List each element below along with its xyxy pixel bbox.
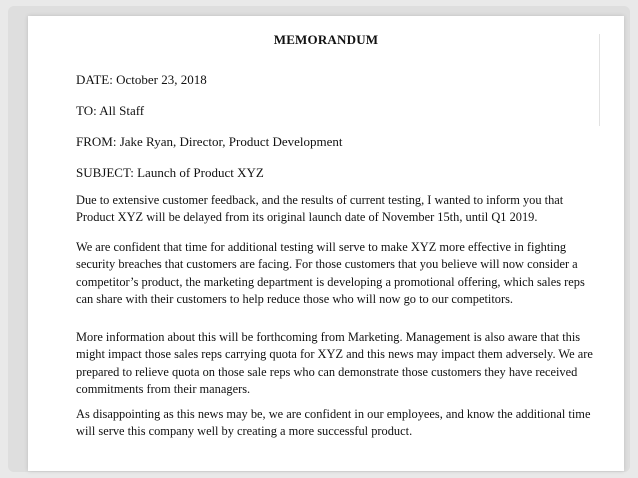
memo-paragraph-2: We are confident that time for additional testing will serve to make XYZ more effective in fighting security breaches that customers are facing. For those customers that you believe will now consider a competitor’s product, the marketing department is developing a promotional offering, which sales reps can share with their customers to help reduce those who will now go to our competitors. <box>76 240 585 306</box>
memo-paragraph-1: Due to extensive customer feedback, and the results of current testing, I wanted to inform you that Product XYZ will be delayed from its original launch date of November 15th, until Q1 2019. <box>76 193 564 225</box>
memo-title: MEMORANDUM <box>273 32 379 47</box>
memo-paragraph-3: More information about this will be forthcoming from Marketing. Management is also aware that this might impact those sales reps carrying quota for XYZ and this news may impact them adversely. We are prepared to relieve quota on those sale reps who can demonstrate those customers they have received commitments from their managers. <box>76 330 593 396</box>
memo-date: DATE: October 23, 2018 <box>76 72 207 87</box>
memo-subject: SUBJECT: Launch of Product XYZ <box>76 165 264 180</box>
memo-from: FROM: Jake Ryan, Director, Product Development <box>76 134 343 149</box>
memo-to: TO: All Staff <box>76 103 145 118</box>
slide-frame <box>8 6 630 472</box>
memo-paragraph-4: As disappointing as this news may be, we are confident in our employees, and know the additional time will serve this company well by creating a more successful product. <box>76 407 591 439</box>
memo-document <box>28 16 624 471</box>
